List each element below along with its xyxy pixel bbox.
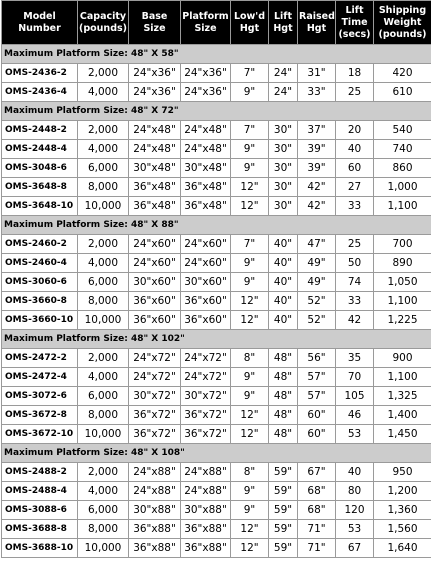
raised-height-cell: 52" — [298, 292, 336, 311]
shipping-weight-cell: 1,100 — [374, 197, 431, 216]
lowered-height-cell: 9" — [231, 482, 269, 501]
table-row — [2, 482, 431, 501]
table-row — [2, 197, 431, 216]
lift-time-cell: 53 — [336, 425, 374, 444]
table-row — [2, 235, 431, 254]
lowered-height-cell: 9" — [231, 140, 269, 159]
lift-height-cell: 59" — [269, 520, 298, 539]
shipping-weight-cell: 1,100 — [374, 368, 431, 387]
lift-time-cell: 70 — [336, 368, 374, 387]
lift-height-cell: 30" — [269, 159, 298, 178]
table-row — [2, 425, 431, 444]
base-size-cell: 24"x88" — [129, 482, 181, 501]
lift-time-cell: 18 — [336, 64, 374, 83]
table-row — [2, 368, 431, 387]
platform-size-cell: 36"x88" — [181, 539, 231, 558]
lowered-height-cell: 9" — [231, 387, 269, 406]
lowered-height-cell: 7" — [231, 64, 269, 83]
capacity-cell: 2,000 — [78, 235, 129, 254]
model-number-cell: OMS-2488-4 — [2, 482, 78, 501]
shipping-weight-cell: 860 — [374, 159, 431, 178]
capacity-cell: 10,000 — [78, 539, 129, 558]
base-size-cell: 24"x48" — [129, 140, 181, 159]
platform-size-cell: 36"x88" — [181, 520, 231, 539]
table-row — [2, 349, 431, 368]
table-body — [2, 45, 431, 558]
lowered-height-cell: 9" — [231, 83, 269, 102]
lift-height-cell: 48" — [269, 425, 298, 444]
lift-time-cell: 53 — [336, 520, 374, 539]
lift-time-cell: 46 — [336, 406, 374, 425]
lowered-height-cell: 9" — [231, 368, 269, 387]
shipping-weight-cell: 1,400 — [374, 406, 431, 425]
shipping-weight-cell: 950 — [374, 463, 431, 482]
raised-height-cell: 33" — [298, 83, 336, 102]
lowered-height-cell: 9" — [231, 159, 269, 178]
lowered-height-cell: 12" — [231, 539, 269, 558]
table-row — [2, 121, 431, 140]
lift-time-cell: 67 — [336, 539, 374, 558]
table-row — [2, 520, 431, 539]
table-row — [2, 406, 431, 425]
table-row — [2, 254, 431, 273]
lowered-height-cell: 9" — [231, 273, 269, 292]
lift-height-cell: 40" — [269, 311, 298, 330]
base-size-cell: 36"x88" — [129, 520, 181, 539]
raised-height-cell: 47" — [298, 235, 336, 254]
shipping-weight-cell: 1,100 — [374, 292, 431, 311]
shipping-weight-cell: 1,200 — [374, 482, 431, 501]
base-size-cell: 24"x72" — [129, 368, 181, 387]
header-lift-time: Lift Time (secs) — [336, 1, 374, 45]
lift-time-cell: 33 — [336, 197, 374, 216]
platform-size-cell: 24"x72" — [181, 368, 231, 387]
lift-height-cell: 30" — [269, 140, 298, 159]
model-number-cell: OMS-3660-10 — [2, 311, 78, 330]
capacity-cell: 6,000 — [78, 159, 129, 178]
platform-size-cell: 30"x88" — [181, 501, 231, 520]
lift-height-cell: 30" — [269, 197, 298, 216]
lowered-height-cell: 9" — [231, 254, 269, 273]
table-row — [2, 311, 431, 330]
lift-height-cell: 48" — [269, 368, 298, 387]
lift-height-cell: 59" — [269, 501, 298, 520]
model-number-cell: OMS-3088-6 — [2, 501, 78, 520]
capacity-cell: 6,000 — [78, 273, 129, 292]
table-row — [2, 64, 431, 83]
platform-size-cell: 24"x36" — [181, 64, 231, 83]
lowered-height-cell: 7" — [231, 235, 269, 254]
raised-height-cell: 68" — [298, 482, 336, 501]
platform-size-cell: 36"x48" — [181, 197, 231, 216]
table-header — [2, 1, 431, 45]
table-row — [2, 178, 431, 197]
table-row — [2, 83, 431, 102]
lift-height-cell: 40" — [269, 235, 298, 254]
lift-height-cell: 30" — [269, 178, 298, 197]
lift-height-cell: 59" — [269, 463, 298, 482]
lowered-height-cell: 9" — [231, 501, 269, 520]
lift-height-cell: 24" — [269, 83, 298, 102]
raised-height-cell: 31" — [298, 64, 336, 83]
lowered-height-cell: 12" — [231, 406, 269, 425]
raised-height-cell: 68" — [298, 501, 336, 520]
shipping-weight-cell: 1,000 — [374, 178, 431, 197]
base-size-cell: 36"x72" — [129, 406, 181, 425]
lift-height-cell: 48" — [269, 387, 298, 406]
section-header-row — [2, 330, 431, 349]
base-size-cell: 24"x60" — [129, 254, 181, 273]
lift-time-cell: 40 — [336, 463, 374, 482]
capacity-cell: 2,000 — [78, 64, 129, 83]
base-size-cell: 30"x60" — [129, 273, 181, 292]
lift-height-cell: 40" — [269, 254, 298, 273]
model-number-cell: OMS-2488-2 — [2, 463, 78, 482]
lift-height-cell: 48" — [269, 406, 298, 425]
section-header-row — [2, 216, 431, 235]
model-number-cell: OMS-3688-10 — [2, 539, 78, 558]
model-number-cell: OMS-2436-4 — [2, 83, 78, 102]
capacity-cell: 4,000 — [78, 140, 129, 159]
raised-height-cell: 42" — [298, 197, 336, 216]
raised-height-cell: 49" — [298, 254, 336, 273]
raised-height-cell: 39" — [298, 140, 336, 159]
raised-height-cell: 37" — [298, 121, 336, 140]
table-row — [2, 463, 431, 482]
header-lift-height: Lift Hgt — [269, 1, 298, 45]
header-capacity: Capacity (pounds) — [78, 1, 129, 45]
model-number-cell: OMS-2460-4 — [2, 254, 78, 273]
shipping-weight-cell: 1,560 — [374, 520, 431, 539]
raised-height-cell: 60" — [298, 425, 336, 444]
platform-size-cell: 24"x48" — [181, 140, 231, 159]
base-size-cell: 24"x36" — [129, 83, 181, 102]
header-shipping-weight: Shipping Weight (pounds) — [374, 1, 431, 45]
platform-size-cell: 24"x72" — [181, 349, 231, 368]
capacity-cell: 4,000 — [78, 254, 129, 273]
base-size-cell: 30"x72" — [129, 387, 181, 406]
lowered-height-cell: 7" — [231, 121, 269, 140]
raised-height-cell: 60" — [298, 406, 336, 425]
raised-height-cell: 56" — [298, 349, 336, 368]
platform-size-cell: 30"x72" — [181, 387, 231, 406]
model-number-cell: OMS-2448-4 — [2, 140, 78, 159]
lowered-height-cell: 12" — [231, 178, 269, 197]
section-title: Maximum Platform Size: 48" X 58" — [2, 45, 431, 64]
table-row — [2, 140, 431, 159]
header-lowered-height: Low'd Hgt — [231, 1, 269, 45]
lift-time-cell: 50 — [336, 254, 374, 273]
model-number-cell: OMS-3048-6 — [2, 159, 78, 178]
platform-size-cell: 36"x60" — [181, 292, 231, 311]
shipping-weight-cell: 890 — [374, 254, 431, 273]
base-size-cell: 30"x88" — [129, 501, 181, 520]
model-number-cell: OMS-3672-10 — [2, 425, 78, 444]
lowered-height-cell: 8" — [231, 349, 269, 368]
section-title: Maximum Platform Size: 48" X 102" — [2, 330, 431, 349]
section-title: Maximum Platform Size: 48" X 108" — [2, 444, 431, 463]
spec-table — [1, 0, 431, 558]
shipping-weight-cell: 900 — [374, 349, 431, 368]
platform-size-cell: 24"x60" — [181, 254, 231, 273]
model-number-cell: OMS-3648-8 — [2, 178, 78, 197]
capacity-cell: 4,000 — [78, 368, 129, 387]
model-number-cell: OMS-2472-2 — [2, 349, 78, 368]
header-platform-size: Platform Size — [181, 1, 231, 45]
base-size-cell: 30"x48" — [129, 159, 181, 178]
header-raised-height: Raised Hgt — [298, 1, 336, 45]
raised-height-cell: 39" — [298, 159, 336, 178]
capacity-cell: 8,000 — [78, 178, 129, 197]
shipping-weight-cell: 1,325 — [374, 387, 431, 406]
model-number-cell: OMS-3072-6 — [2, 387, 78, 406]
section-header-row — [2, 45, 431, 64]
lift-height-cell: 59" — [269, 482, 298, 501]
model-number-cell: OMS-2472-4 — [2, 368, 78, 387]
lift-height-cell: 24" — [269, 64, 298, 83]
lowered-height-cell: 12" — [231, 520, 269, 539]
platform-size-cell: 24"x88" — [181, 463, 231, 482]
base-size-cell: 36"x48" — [129, 197, 181, 216]
capacity-cell: 2,000 — [78, 463, 129, 482]
capacity-cell: 4,000 — [78, 482, 129, 501]
capacity-cell: 2,000 — [78, 121, 129, 140]
header-base-size: Base Size — [129, 1, 181, 45]
model-number-cell: OMS-2436-2 — [2, 64, 78, 83]
shipping-weight-cell: 1,360 — [374, 501, 431, 520]
lowered-height-cell: 8" — [231, 463, 269, 482]
base-size-cell: 36"x48" — [129, 178, 181, 197]
raised-height-cell: 67" — [298, 463, 336, 482]
platform-size-cell: 30"x60" — [181, 273, 231, 292]
lift-height-cell: 40" — [269, 292, 298, 311]
lift-time-cell: 40 — [336, 140, 374, 159]
capacity-cell: 6,000 — [78, 501, 129, 520]
raised-height-cell: 52" — [298, 311, 336, 330]
platform-size-cell: 36"x60" — [181, 311, 231, 330]
lift-time-cell: 35 — [336, 349, 374, 368]
base-size-cell: 36"x72" — [129, 425, 181, 444]
raised-height-cell: 71" — [298, 539, 336, 558]
base-size-cell: 24"x36" — [129, 64, 181, 83]
lift-time-cell: 25 — [336, 235, 374, 254]
lift-height-cell: 59" — [269, 539, 298, 558]
lift-time-cell: 25 — [336, 83, 374, 102]
model-number-cell: OMS-2460-2 — [2, 235, 78, 254]
capacity-cell: 8,000 — [78, 406, 129, 425]
base-size-cell: 36"x88" — [129, 539, 181, 558]
base-size-cell: 24"x48" — [129, 121, 181, 140]
shipping-weight-cell: 1,640 — [374, 539, 431, 558]
base-size-cell: 36"x60" — [129, 292, 181, 311]
capacity-cell: 6,000 — [78, 387, 129, 406]
shipping-weight-cell: 420 — [374, 64, 431, 83]
table-row — [2, 159, 431, 178]
lift-time-cell: 105 — [336, 387, 374, 406]
platform-size-cell: 24"x60" — [181, 235, 231, 254]
lowered-height-cell: 12" — [231, 292, 269, 311]
capacity-cell: 2,000 — [78, 349, 129, 368]
base-size-cell: 36"x60" — [129, 311, 181, 330]
capacity-cell: 10,000 — [78, 311, 129, 330]
lowered-height-cell: 12" — [231, 311, 269, 330]
table-row — [2, 292, 431, 311]
lift-time-cell: 20 — [336, 121, 374, 140]
lift-time-cell: 27 — [336, 178, 374, 197]
shipping-weight-cell: 1,225 — [374, 311, 431, 330]
section-title: Maximum Platform Size: 48" X 88" — [2, 216, 431, 235]
base-size-cell: 24"x72" — [129, 349, 181, 368]
shipping-weight-cell: 1,050 — [374, 273, 431, 292]
base-size-cell: 24"x88" — [129, 463, 181, 482]
lift-time-cell: 42 — [336, 311, 374, 330]
platform-size-cell: 24"x48" — [181, 121, 231, 140]
model-number-cell: OMS-3648-10 — [2, 197, 78, 216]
raised-height-cell: 57" — [298, 387, 336, 406]
capacity-cell: 10,000 — [78, 197, 129, 216]
lowered-height-cell: 12" — [231, 197, 269, 216]
platform-size-cell: 36"x72" — [181, 425, 231, 444]
model-number-cell: OMS-3060-6 — [2, 273, 78, 292]
model-number-cell: OMS-2448-2 — [2, 121, 78, 140]
shipping-weight-cell: 700 — [374, 235, 431, 254]
lift-height-cell: 48" — [269, 349, 298, 368]
table-row — [2, 539, 431, 558]
raised-height-cell: 57" — [298, 368, 336, 387]
section-header-row — [2, 102, 431, 121]
model-number-cell: OMS-3688-8 — [2, 520, 78, 539]
raised-height-cell: 49" — [298, 273, 336, 292]
table-row — [2, 273, 431, 292]
platform-size-cell: 24"x36" — [181, 83, 231, 102]
lift-time-cell: 74 — [336, 273, 374, 292]
table-row — [2, 387, 431, 406]
shipping-weight-cell: 740 — [374, 140, 431, 159]
lift-time-cell: 33 — [336, 292, 374, 311]
model-number-cell: OMS-3660-8 — [2, 292, 78, 311]
base-size-cell: 24"x60" — [129, 235, 181, 254]
lift-time-cell: 120 — [336, 501, 374, 520]
raised-height-cell: 71" — [298, 520, 336, 539]
lift-height-cell: 30" — [269, 121, 298, 140]
raised-height-cell: 42" — [298, 178, 336, 197]
header-row — [2, 1, 431, 45]
section-title: Maximum Platform Size: 48" X 72" — [2, 102, 431, 121]
section-header-row — [2, 444, 431, 463]
capacity-cell: 8,000 — [78, 520, 129, 539]
lift-time-cell: 80 — [336, 482, 374, 501]
table-row — [2, 501, 431, 520]
capacity-cell: 8,000 — [78, 292, 129, 311]
header-model-number: Model Number — [2, 1, 78, 45]
platform-size-cell: 24"x88" — [181, 482, 231, 501]
shipping-weight-cell: 1,450 — [374, 425, 431, 444]
lowered-height-cell: 12" — [231, 425, 269, 444]
lift-time-cell: 60 — [336, 159, 374, 178]
platform-size-cell: 30"x48" — [181, 159, 231, 178]
shipping-weight-cell: 610 — [374, 83, 431, 102]
capacity-cell: 10,000 — [78, 425, 129, 444]
platform-size-cell: 36"x72" — [181, 406, 231, 425]
lift-height-cell: 40" — [269, 273, 298, 292]
model-number-cell: OMS-3672-8 — [2, 406, 78, 425]
capacity-cell: 4,000 — [78, 83, 129, 102]
shipping-weight-cell: 540 — [374, 121, 431, 140]
platform-size-cell: 36"x48" — [181, 178, 231, 197]
